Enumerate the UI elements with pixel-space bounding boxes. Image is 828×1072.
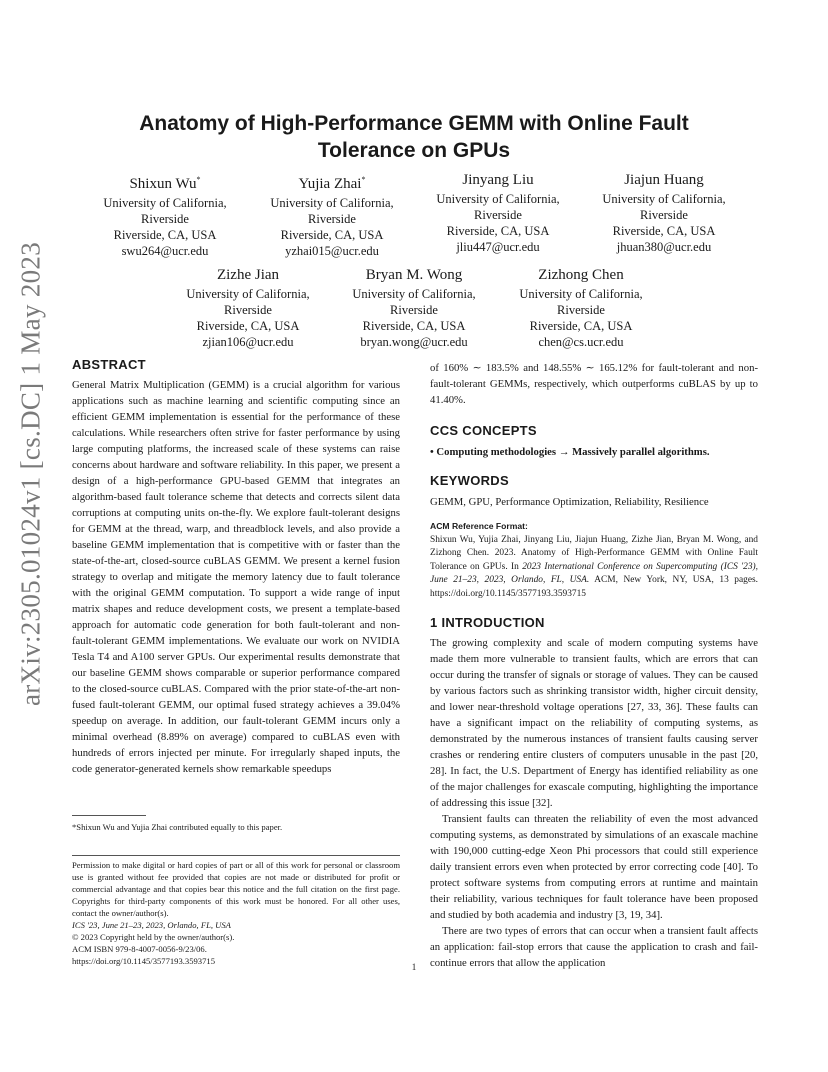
footnote-area — [72, 815, 400, 833]
introduction-heading: 1 INTRODUCTION — [430, 615, 545, 631]
footnote-rule — [72, 815, 146, 816]
abstract-section — [72, 357, 400, 777]
author-affiliation-campus: Riverside — [390, 303, 438, 317]
author-email: chen@cs.ucr.edu — [538, 335, 624, 349]
author-affiliation-campus: Riverside — [141, 212, 189, 226]
title-line-2: Tolerance on GPUs — [317, 139, 511, 162]
abstract-continuation: of 160% ∼ 183.5% and 148.55% ∼ 165.12% for fault-tolerant and non-fault-tolerant GEMMs, respectively, which outperforms cuBLAS by up to 41.40%. — [430, 362, 758, 406]
introduction-paragraph: Transient faults can threaten the reliability of even the most advanced computing systems, as demonstrated by simulations of an exascale machine with 190,000 cutting-edge Xeon Phi processors that could still experience daily transient errors even when protected by error correcting code [40]. To protect software systems from computing errors at runtime and maintain their reliability, various techniques for fault tolerance have been proposed and studied by both academia and industry [3, 19, 34]. — [430, 813, 758, 922]
author-email: bryan.wong@ucr.edu — [360, 335, 468, 349]
keywords-text: GEMM, GPU, Performance Optimization, Reliability, Resilience — [430, 496, 709, 508]
ccs-concepts: • Computing methodologies → Massively parallel algorithms. — [430, 446, 710, 458]
author-affiliation-campus: Riverside — [308, 212, 356, 226]
author-block — [506, 265, 656, 350]
author-location: Riverside, CA, USA — [280, 228, 384, 242]
venue-line: ICS '23, June 21–23, 2023, Orlando, FL, USA — [72, 920, 231, 930]
author-location: Riverside, CA, USA — [196, 319, 300, 333]
author-email: jliu447@ucr.edu — [456, 240, 540, 254]
author-affiliation-campus: Riverside — [557, 303, 605, 317]
author-block — [173, 265, 323, 350]
acm-reference-text — [430, 534, 758, 601]
author-affiliation: University of California, — [352, 287, 476, 301]
copyright-line: © 2023 Copyright held by the owner/author(s). — [72, 932, 235, 942]
author-affiliation: University of California, — [602, 192, 726, 206]
permission-block — [72, 855, 400, 967]
author-affiliation-campus: Riverside — [474, 208, 522, 222]
author-affiliation: University of California, — [186, 287, 310, 301]
author-name: Jinyang Liu — [462, 172, 534, 188]
page-number: 1 — [411, 962, 417, 972]
equal-contribution-mark: * — [196, 175, 201, 184]
author-email: zjian106@ucr.edu — [202, 335, 294, 349]
title-line-1: Anatomy of High-Performance GEMM with Online Fault — [139, 112, 689, 135]
abstract-text: General Matrix Multiplication (GEMM) is a crucial algorithm for various applications such as machine learning and scientific computing since an efficient GEMM implementation is essential for the performance of these calculations. While researchers often strive for faster performance by using large computing platforms, the increased scale of these systems can raise concerns about hardware and software reliability. In this paper, we present a design of a high-performance GPU-based GEMM that integrates an algorithm-based fault tolerance scheme that detects and corrects silent data corruptions at computing units on-the-fly. We explore fault-tolerant designs for GEMM at the thread, warp, and threadblock levels, and also provide a baseline GEMM implementation that is competitive with or faster than the state-of-the-art, closed-source cuBLAS GEMM. We present a kernel fusion strategy to overlap and mitigate the memory latency due to fault tolerance with the original GEMM computation. To support a wide range of input matrix shapes and reduce development costs, we present a template-based approach for automatic code generation for both fault-tolerant and non-fault-tolerant GEMM implementations. We evaluate our work on NVIDIA Tesla T4 and A100 server GPUs. Our experimental results demonstrate that our baseline GEMM shows comparable or superior performance compared to the closed-source cuBLAS. Compared with the prior state-of-the-art non-fused fault-tolerant GEMM, our optimal fused strategy achieves a 39.04% speedup on average. In addition, our fault-tolerant GEMM incurs only a minimal overhead (8.89% on average) compared to cuBLAS even with hundreds of errors injected per minute. For irregularly shaped inputs, the code generator-generated kernels show remarkable speedups — [72, 379, 400, 775]
right-column — [430, 360, 758, 971]
author-block — [589, 170, 739, 255]
acm-reference-heading: ACM Reference Format: — [430, 521, 528, 531]
permission-text: Permission to make digital or hard copies of part or all of this work for personal or classroom use is granted without fee provided that copies are not made or distributed for profit or commercial advantage and that copies bear this notice and the full citation on the first page. Copyrights for third-party components of this work must be honored. For all other uses, contact the owner/author(s). — [72, 860, 400, 918]
author-affiliation: University of California, — [270, 196, 394, 210]
author-affiliation: University of California, — [519, 287, 643, 301]
footnote-equal-contribution: *Shixun Wu and Yujia Zhai contributed equally to this paper. — [72, 822, 283, 832]
author-name: Shixun Wu — [129, 176, 197, 192]
abstract-heading: ABSTRACT — [72, 357, 146, 372]
doi-line: https://doi.org/10.1145/3577193.3593715 — [72, 956, 215, 966]
author-email: yzhai015@ucr.edu — [285, 244, 379, 258]
author-location: Riverside, CA, USA — [113, 228, 217, 242]
paper-title — [90, 110, 738, 164]
introduction-paragraph: There are two types of errors that can occur when a transient fault affects an application: fail-stop errors that cause the application to crash and fail-continue errors that allow the application — [430, 925, 758, 970]
isbn-line: ACM ISBN 979-8-4007-0056-9/23/06. — [72, 944, 207, 954]
arxiv-stamp: arXiv:2305.01024v1 [cs.DC] 1 May 2023 — [15, 241, 46, 707]
author-location: Riverside, CA, USA — [612, 224, 716, 238]
author-name: Zizhe Jian — [216, 267, 280, 283]
author-location: Riverside, CA, USA — [446, 224, 550, 238]
author-name: Zizhong Chen — [538, 267, 624, 283]
author-block — [339, 265, 489, 350]
author-name: Yujia Zhai — [298, 176, 362, 192]
author-affiliation: University of California, — [103, 196, 227, 210]
reference-venue: 2023 International Conference on Supercomputing (ICS '23), June 21–23, 2023, Orlando, FL, USA. — [430, 561, 758, 586]
ccs-heading: CCS CONCEPTS — [430, 423, 537, 438]
author-name: Jiajun Huang — [624, 172, 704, 188]
permission-rule — [72, 855, 400, 856]
author-location: Riverside, CA, USA — [529, 319, 633, 333]
reference-publisher: ACM, New York, NY, USA, 13 pages. https://doi.org/10.1145/3577193.3593715 — [430, 575, 758, 599]
author-location: Riverside, CA, USA — [362, 319, 466, 333]
author-block — [90, 170, 240, 259]
author-name: Bryan M. Wong — [365, 267, 463, 283]
author-affiliation-campus: Riverside — [224, 303, 272, 317]
author-affiliation-campus: Riverside — [640, 208, 688, 222]
author-affiliation: University of California, — [436, 192, 560, 206]
equal-contribution-mark: * — [361, 175, 366, 184]
author-block — [257, 170, 407, 259]
author-email: swu264@ucr.edu — [121, 244, 209, 258]
author-email: jhuan380@ucr.edu — [616, 240, 712, 254]
author-block — [423, 170, 573, 255]
keywords-heading: KEYWORDS — [430, 473, 509, 488]
reference-authors-title: Shixun Wu, Yujia Zhai, Jinyang Liu, Jiajun Huang, Zizhe Jian, Bryan M. Wong, and Zizhong Chen. 2023. Anatomy of High-Performance GEMM with Online Fault Tolerance on GPUs. In — [430, 535, 758, 572]
introduction-paragraph: The growing complexity and scale of modern computing systems have made them more vulnerable to transient faults, which are errors that can occur during the transfer of signals or storage of values. They can be caused by various factors such as shrinking transistor width, higher circuit density, and lower near-threshold voltage operations [27, 33, 36]. These faults can have a significant impact on the reliability of computing systems, as demonstrated by the numerous instances of transient faults causing server crashes or rendering entire clusters of computers unusable in the past [20, 28]. In fact, the U.S. Department of Energy has identified reliability as one of the major challenges for exascale computing, highlighting the importance of addressing this issue [32]. — [430, 637, 758, 810]
